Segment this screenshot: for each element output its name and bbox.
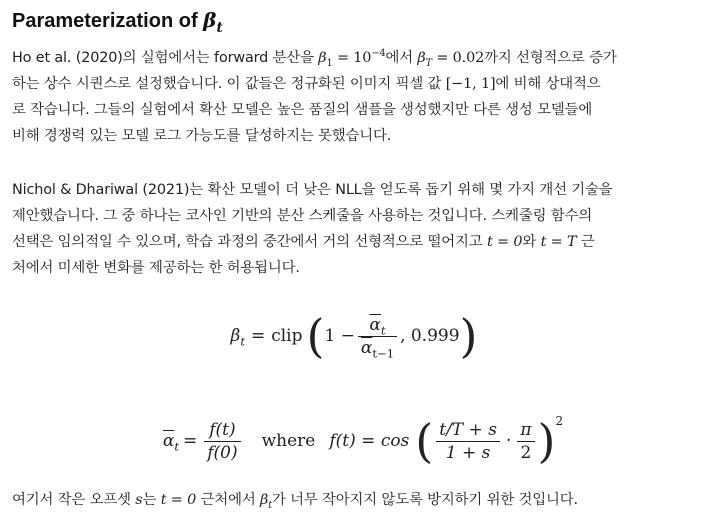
paragraph-3 <box>12 487 700 513</box>
eq2-where: where <box>261 431 316 451</box>
eq2-f-def: f(t) = cos <box>329 431 410 451</box>
tT-expr: t = T <box>540 234 577 250</box>
heading-text: Parameterization of <box>12 10 204 32</box>
eq1-one-minus: 1 − <box>324 326 355 346</box>
p2-line-1: Nichol & Dhariwal (2021)는 확산 모델이 더 낮은 NLL을 얻도록 돕기 위해 몇 가지 개선 기술을 <box>12 182 613 198</box>
beta1-expr: $\beta_1 = 10^{-4}$ <box>318 48 386 69</box>
eq2-square: 2 <box>555 414 564 428</box>
p1-line-3: 로 작습니다. 그들의 실험에서 확산 모델은 높은 품질의 샘플을 생성했지만 다른 생성 모델들에 <box>12 102 593 118</box>
clip-fn: clip <box>271 326 303 346</box>
p3-line-1: 여기서 작은 오프셋 s는 t = 0 근처에서 $\beta_t$가 너무 작아지지 않도록 방지하기 위한 것입니다. <box>12 492 578 511</box>
betaT-expr: $\beta_T = 0.02$ <box>417 50 485 69</box>
p2-line-2: 제안했습니다. 그 중 하나는 코사인 기반의 분산 스케줄을 사용하는 것입니다. 스케줄링 함수의 <box>12 208 593 224</box>
eq2-f-ratio: $\frac{f(t)}{f(0)}$ <box>204 420 240 463</box>
p2-line-3: 선택은 임의적일 수 있으며, 학습 과정의 중간에서 거의 선형적으로 떨어지고 t = 0와 t = T 근 <box>12 234 595 250</box>
t0-expr: t = 0 <box>486 234 523 250</box>
equation-alpha-cos: $\overline{\alpha}_t$ = $\frac{f(t)}{f(0)}$ where f(t) = cos ( $\frac{t/T + s}{1 + s}$ · $\frac{\pi}{2}$ ) 2 <box>162 414 564 468</box>
range-expr: [−1, 1] <box>445 76 496 92</box>
section-heading <box>12 6 223 35</box>
paragraph-1 <box>12 45 700 149</box>
eq2-alpha: $\overline{\alpha}_t$ <box>162 431 179 454</box>
eq1-const: , 0.999 <box>400 326 460 346</box>
eq1-beta: $\beta_t$ <box>230 326 245 349</box>
p1-line-4: 비해 경쟁력 있는 모델 로그 가능도를 달성하지는 못했습니다. <box>12 128 392 144</box>
p2-line-4: 처에서 미세한 변화를 제공하는 한 허용됩니다. <box>12 260 300 276</box>
eq2-frac-pi: $\frac{\pi}{2}$ <box>517 420 534 463</box>
p1-line-1: Ho et al. (2020)의 실험에서는 forward 분산을 $\beta_1 = 10^{-4}$에서 $\beta_T = 0.02$까지 선형적으로 증가 <box>12 48 617 69</box>
eq2-frac-t: $\frac{t/T + s}{1 + s}$ <box>436 420 500 463</box>
eq1-alpha-ratio: $\frac{\overline{\alpha}_t}{\overline{\alpha}_{t-1}}$ <box>358 315 397 358</box>
equation-beta-clip: $\beta_t$ = clip ( 1 − $\frac{\overline{\alpha}_t}{\overline{\alpha}_{t-1}}$ , 0.999 ) <box>230 309 478 363</box>
paragraph-2 <box>12 177 700 281</box>
p1-line-2: 하는 상수 시퀀스로 설정했습니다. 이 값들은 정규화된 이미지 픽셀 값 [−1, 1]에 비해 상대적으 <box>12 76 601 92</box>
heading-beta: $\beta_t$ <box>203 8 223 36</box>
